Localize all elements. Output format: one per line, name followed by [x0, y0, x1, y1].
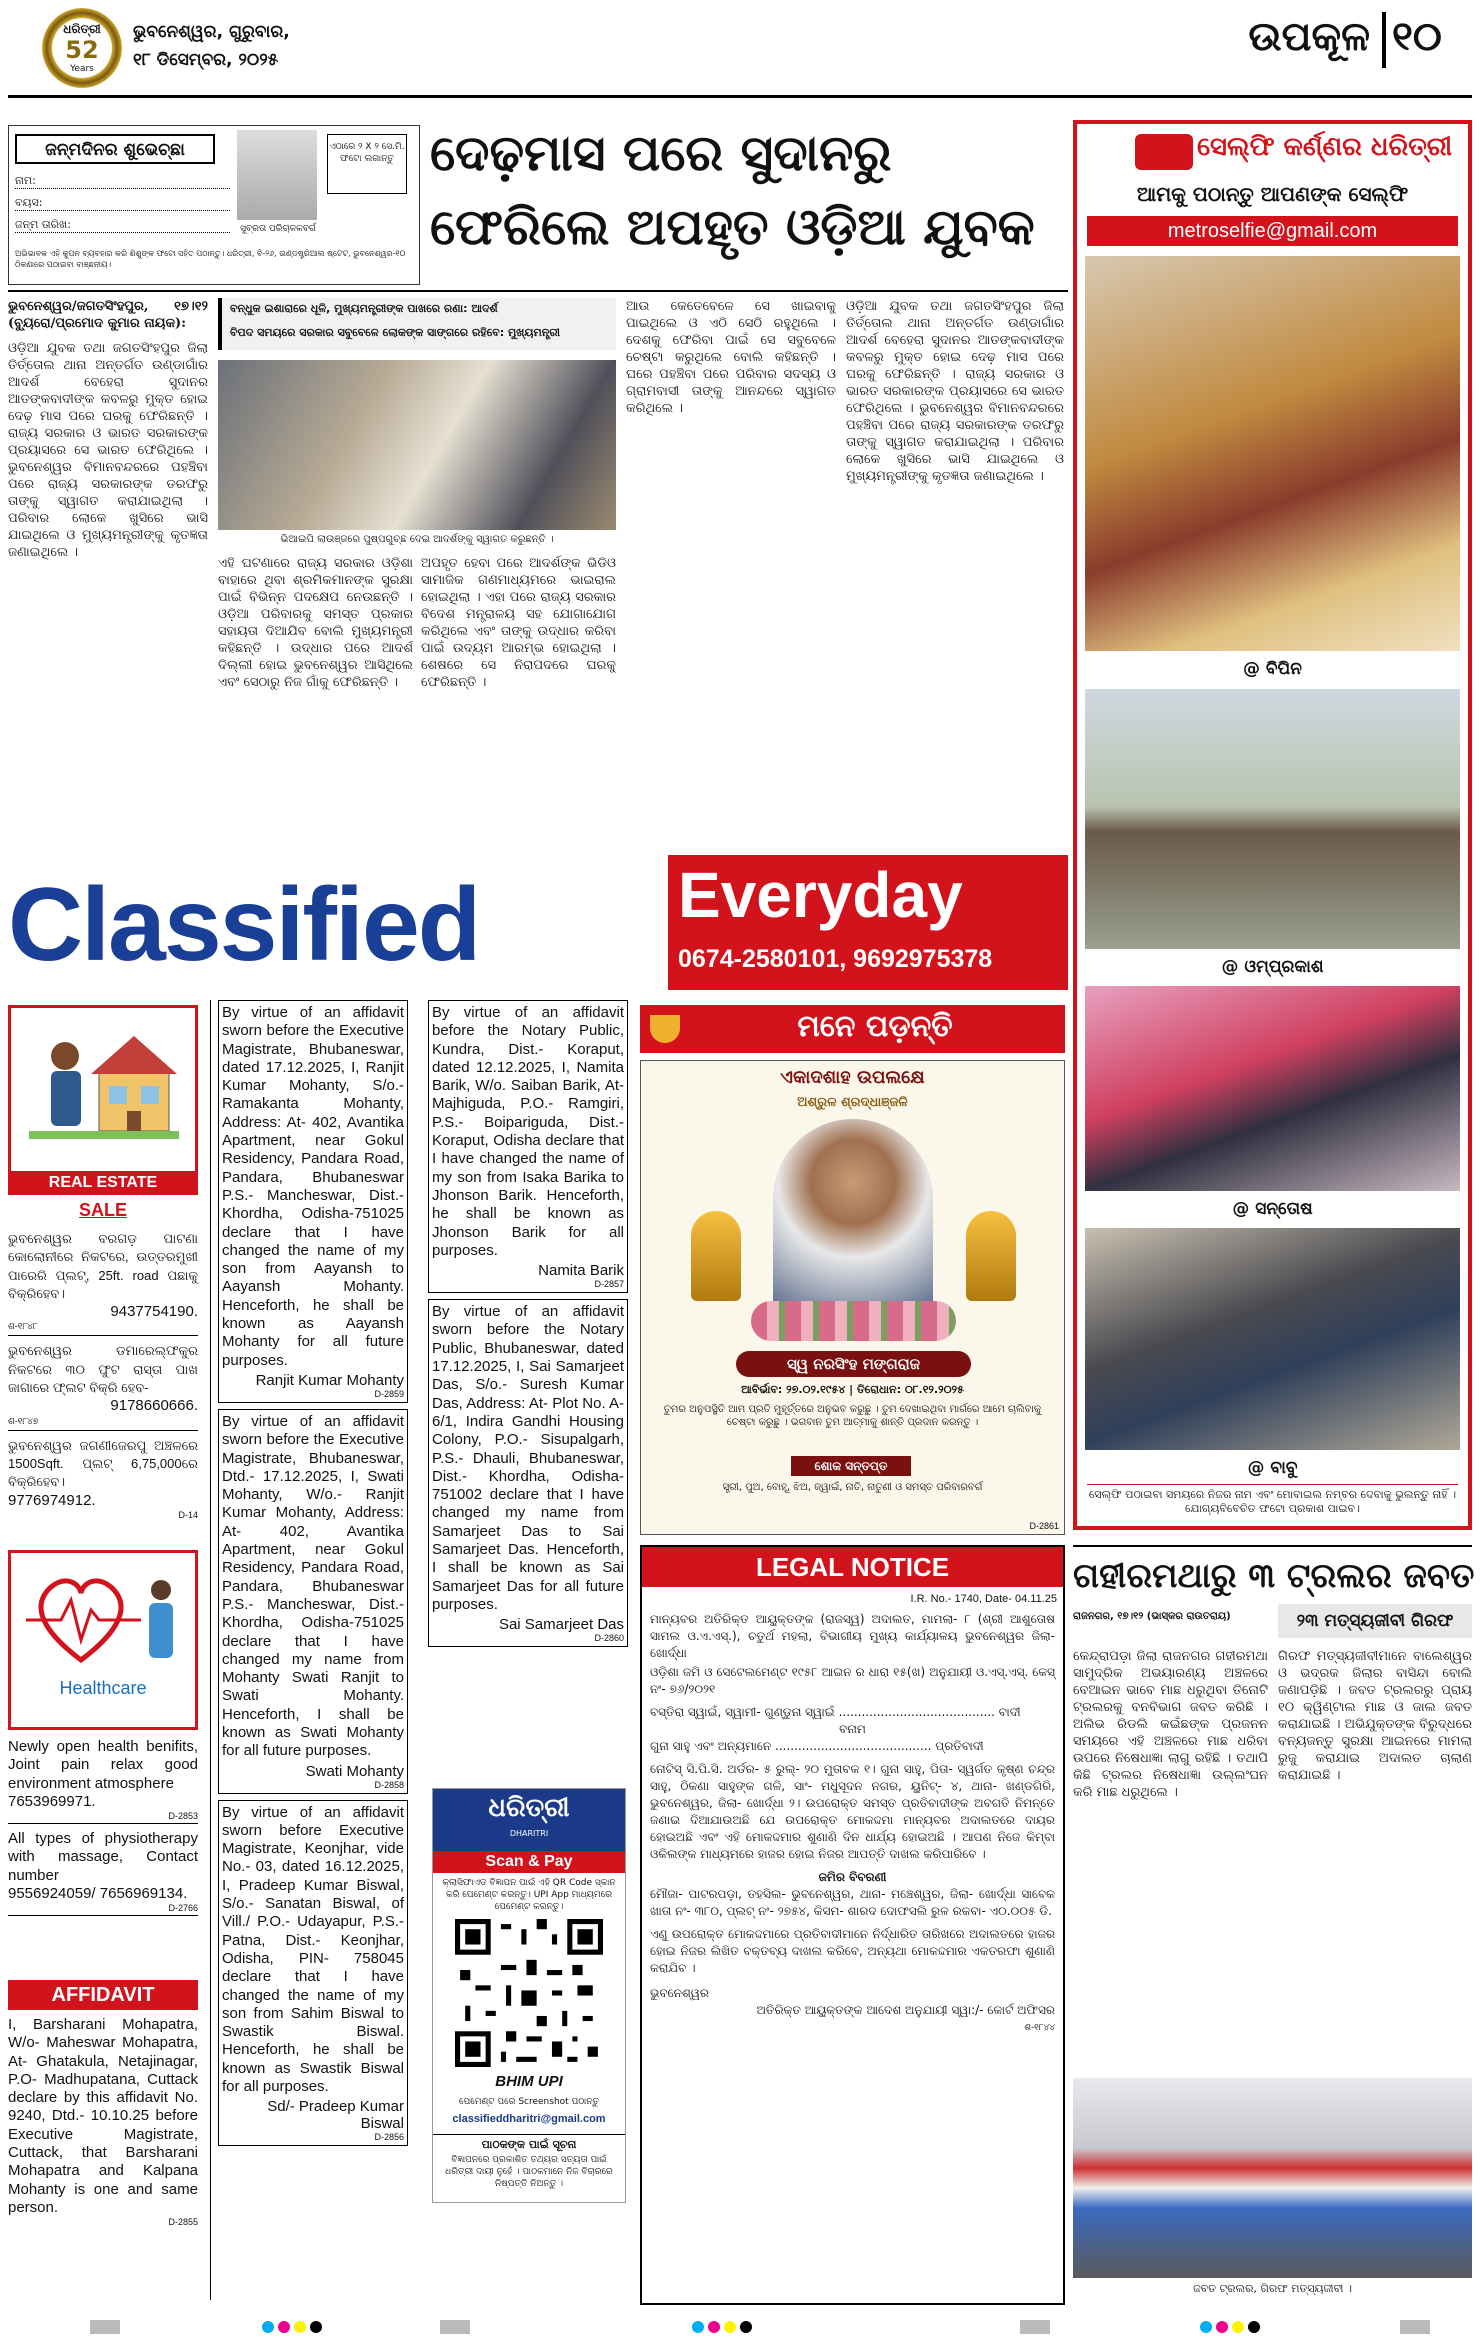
scanpay-notice: ବିଜ୍ଞାପନରେ ପ୍ରକାଶିତ ତଥ୍ୟର ସତ୍ୟତା ପାଇଁ ଧରିତ୍ରୀ ଦାୟୀ ନୁହେଁ । ପାଠକମାନେ ନିଜ ବିଚାରରେ ନିଷ୍ପତ୍ତି ନିଅନ୍ତୁ । [445, 2155, 613, 2189]
obituary-subtitle: ଅଶ୍ରୁଳ ଶ୍ରଦ୍ଧାଞ୍ଜଳି [797, 1095, 908, 1110]
affidavit-ad-text: By virtue of an affidavit sworn before the Executive Magistrate, Bhubaneswar, dated 17.12.2025, I, Ranjit Kumar Mohanty, S/o.- Ramakanta Mohanty, Address: At- 402, Avantika Apartment, near Gokul Residency, Pandara Road, Pandara, Bhubaneswar P.S.- Mancheswar, Dist.- Khordha, Odisha-751025 declare that I have changed the name of my son from Aayansh to Aayansh Mohanty. Henceforth, he shall be known as Aayansh Mohanty for all future purposes. [222, 1004, 404, 1369]
legal-versus: ବନାମ [839, 1722, 866, 1736]
affidavit-ad [218, 1409, 408, 1794]
page-number: ୧୦ [1392, 14, 1442, 60]
lead-highlight-1: ବନ୍ଧୁକ ଇଶାରାରେ ଧୂଳି, ମୁଖ୍ୟମନ୍ତ୍ରୀଙ୍କ ପାଖରେ ରଣା: ଆଦର୍ଶ [230, 302, 498, 315]
col-divider [210, 1000, 211, 2300]
obituary-banner-text: ମନେ ପଡ଼ନ୍ତି [797, 1009, 953, 1044]
healthcare-list [8, 1738, 198, 1916]
classified-subtitle: Everyday [678, 859, 963, 931]
selfie-note: ସେଲ୍‌ଫି ପଠାଇବା ସମୟରେ ନିଜର ନାମ ଏବଂ ମୋବାଇଲ ନମ୍ବର ଦେବାକୁ ଭୁଲନ୍ତୁ ନାହିଁ । ଯୋଗ୍ୟବିବେଚିତ ଫଟୋ ପ୍ରକାଶ ପାଇବ। [1087, 1484, 1458, 1516]
scanpay-notice-title: ପାଠକଙ୍କ ପାଇଁ ସୂଚନା [433, 2134, 625, 2152]
birthday-note: ଅଭିଭାବକ ଏହି କୁପନ ବ୍ୟବହାର କରି ଶିଶୁଙ୍କ ଫଟୋ ସହିତ ପଠାନ୍ତୁ। ଧରିତ୍ରୀ, ବି-୨୬, ଇଣ୍ଡଷ୍ଟ୍ରିଆଲ ଷ୍ଟେଟ, ଭୁବନେଶ୍ୱର-୧୦ ଠିକଣାରେ ପଠାଇବା ବାଞ୍ଛନୀୟ। [15, 249, 406, 269]
classified-red-box [668, 855, 1068, 990]
realestate-ad-code: D-14 [178, 1509, 198, 1520]
legal-body-3: ନୋଟିସ୍ ସି.ପି.ସି. ଅର୍ଡର- ୫ ରୁଲ୍- ୨୦ ମୁତାବକ ୧। ଗୁନା ସାହୁ, ପିତା- ସ୍ୱର୍ଗତ କୃଷ୍ଣ ଚନ୍ଦ୍ର ସାହୁ, ଠିକଣା ସାହୁଙ୍କ ଗଳି, ସାଂ- ମଧୁସୂଦନ ନଗର, ୟୁନିଟ୍- ୪, ଥାନା- ଖଣ୍ଡଗିରି, ଭୁବନେଶ୍ୱର, ଜିଲା- ଖୋର୍ଦ୍ଧା ୨। ଉପରୋକ୍ତ ସମସ୍ତ ପ୍ରତିବାଦୀଙ୍କ ଅବଗତି ନିମନ୍ତେ ଜଣାଇ ଦିଆଯାଉଅଛି ଯେ ଉପରୋକ୍ତ ମୋକଦ୍ଦମା ମାନ୍ୟବର ଅଦାଲତରେ ଦାୟର ହୋଇଅଛି ଏବଂ ଏହି ମୋକଦ୍ଦମାର ଶୁଣାଣି ଦିନ ଧାର୍ଯ୍ୟ ହୋଇଅଛି । ଆପଣ ନିଜେ କିମ୍ବା ଓକିଲଙ୍କ ମାଧ୍ୟମରେ ହାଜର ହୋଇ ନିଜର ଆପତ୍ତି ଦାଖଲ କରିପାରିବେ । [650, 1762, 1055, 1861]
affidavit-left-code: D-2855 [168, 2217, 198, 2228]
affidavit-col-2 [428, 1000, 628, 1647]
heartbeat-icon [21, 1565, 191, 1675]
affidavit-ad-code: D-2856 [374, 2132, 404, 2143]
print-marks [0, 2318, 1480, 2336]
healthcare-label: Healthcare [59, 1678, 147, 1698]
healthcare-box [8, 1550, 198, 1730]
realestate-list [8, 1230, 198, 1523]
trawler-photo [1073, 2078, 1472, 2278]
affidavit-ad-sign: Sai Samarjeet Das [498, 1616, 624, 1634]
realestate-sale: SALE [78, 1200, 127, 1220]
selfie-brand: ସେଲ୍‌ଫି କର୍ଣ୍ଣର ଧରିତ୍ରୀ [1197, 132, 1453, 162]
realestate-box [8, 1005, 198, 1195]
selfie-caption-3: @ ସନ୍ତୋଷ [1232, 1199, 1313, 1219]
trawler-col-2: ଗିରଫ ମତ୍ସ୍ୟଜୀବୀମାନେ ବାଲେଶ୍ୱର ଓ ଭଦ୍ରକ ଜିଲାର ବାସିନ୍ଦା ବୋଲି ଜଣାପଡ଼ିଛି । ଜବତ ଟ୍ରଲରରୁ ପ୍ରାୟ ୧୦ କ୍ୱିଣ୍ଟାଲ ମାଛ ଓ ଜାଲ ଜବତ କରାଯାଇଛି । ଅଭିଯୁକ୍ତଙ୍କ ବିରୁଦ୍ଧରେ ବନ୍ୟଜନ୍ତୁ ସୁରକ୍ଷା ଆଇନରେ ମାମଲା ରୁଜୁ କରାଯାଇ ଅଦାଲତ ଚାଲାଣ କରାଯାଇଛି । [1278, 1649, 1472, 1783]
selfie-email: metroselfie@gmail.com [1087, 216, 1458, 246]
trawler-top-rule [1073, 1545, 1472, 1547]
selfie-phone-icon [1135, 134, 1193, 170]
legal-schedule: ମୌଜା- ପାଟରପଡ଼ା, ତହସିଲ- ଭୁବନେଶ୍ୱର, ଥାନା- ମଞ୍ଚେଶ୍ୱର, ଜିଲା- ଖୋର୍ଦ୍ଧା ସାବେକ ଖାତା ନଂ- ୩୮୦, ପ୍ଲଟ୍ ନଂ- ୨୭୫୪, କିସମ- ଶାରଦ ଦୋଫସଲି ରୁଳ ରକବା- ଏ୦.୦୦୫ ଡି. [650, 1887, 1055, 1918]
legal-defendants: ଗୁନା ସାହୁ ଏବଂ ଅନ୍ୟମାନେ ......................................... ପ୍ରତିବାଦୀ [650, 1739, 984, 1753]
lead-col-4: ଆଉ କେତେବେଳେ ସେ ଖାଇବାକୁ ପାଇଥିଲେ ଓ ଏଠି ସେଠି ରହୁଥିଲେ । ଦେଶକୁ ଫେରିବା ପାଇଁ ସେ ସବୁବେଳେ ଚେଷ୍ଟା କରୁଥିଲେ ବୋଲି କହିଛନ୍ତି । ଘରେ ପହଞ୍ଚିବା ପରେ ପରିବାର ସଦସ୍ୟ ଓ ଗ୍ରାମବାସୀ ତାଙ୍କୁ ଆନନ୍ଦରେ ସ୍ୱାଗତ କରିଥିଲେ । [626, 299, 836, 416]
section-divider [1382, 12, 1386, 68]
selfie-photo-1 [1085, 256, 1460, 651]
birthday-field-name: ନାମ: [15, 174, 230, 189]
legal-ref: I.R. No.- 1740, Date- 04.11.25 [910, 1593, 1057, 1605]
realestate-ad-code: ଶ-୧୮୪୭ [8, 1415, 39, 1426]
affidavit-ad-sign: Namita Barik [538, 1262, 624, 1280]
logo-years: 52 [65, 36, 99, 64]
affidavit-ad-text: By virtue of an affidavit sworn before the Notary Public, Bhubaneswar, dated 17.12.2025, I, Sai Samarjeet Das, S/o.- Suresh Kumar Das, Address: At- Plot No. A-6/1, Indira Gandhi Housing Colony, P.O.- Sisupalgarh, P.S.- Dhauli, Bhubaneswar, Dist.- Khordha, Odisha-751002 declare that I have changed my name from Samarjeet Das to Sai Samarjeet Das. Henceforth, I shall be known as Sai Samarjeet Das for all future purposes. [432, 1303, 624, 1613]
affidavit-ad [428, 1299, 628, 1647]
obituary-family: ସ୍ତ୍ରୀ, ପୁଅ, ବୋହୂ, ଝିଅ, ଜ୍ୱାଇଁ, ନାତି, ନାତୁଣୀ ଓ ସମସ୍ତ ପରିବାରବର୍ଗ [722, 1482, 983, 1493]
house-icon [29, 1016, 179, 1156]
obituary-family-title: ଶୋକ ସନ୍ତପ୍ତ [791, 1456, 911, 1476]
obituary-portrait [773, 1119, 933, 1329]
classified-banner [8, 855, 1068, 990]
birthday-photo-caption: ସୁବ୍ରତା ପରିଚାଳକବର୍ଗ [240, 224, 316, 234]
affidavit-ad-text: By virtue of an affidavit sworn before the Executive Magistrate, Bhubaneswar, Dtd.- 17.12.2025, I, Swati Mohanty, W/o.- Ranjit Kumar Mohanty, Address: At- 402, Avantika Apartment, near Gokul Residency, Pandara Road, Pandara, Bhubaneswar P.S.- Mancheswar, Dist.- Khordha, Odisha-751025 declare that I have changed my name from Mohanty Swati Ranjit to Swati Mohanty. Henceforth, I shall be known as Swati Mohanty for all future purposes. [222, 1412, 404, 1760]
scanpay-brand-sub: DHARITRI [509, 1829, 549, 1838]
realestate-ad-text: ଭୁବନେଶ୍ୱର ଡମାରେଲ୍ଫକୁର ନିକଟରେ ୩୦ ଫୁଟ ରାସ୍ତା ପାଖ ଜାଗାରେ ଫ୍ଲଟ ବିକ୍ରି ହେବ- [8, 1343, 198, 1396]
realestate-ad-code: ଶ-୧୮୪୮ [8, 1321, 38, 1332]
healthcare-ad-phone: 7653969971. [8, 1792, 96, 1810]
selfie-caption-4: @ ବାବୁ [1247, 1458, 1298, 1478]
legal-body-wrap [650, 1611, 1055, 2036]
healthcare-ad [8, 1738, 198, 1824]
logo-text: ଧରିତ୍ରୀ [63, 22, 101, 36]
selfie-photo-4 [1085, 1228, 1460, 1450]
healthcare-ad-text: All types of physiotherapy with massage, Contact number [8, 1830, 198, 1884]
legal-code: ଶ-୧୮୪୪ [1024, 2022, 1055, 2032]
healthcare-ad-code: D-2766 [168, 1903, 198, 1914]
lead-dateline: ଭୁବନେଶ୍ୱର/ଜଗତସିଂହପୁର, ୧୭।୧୨ (ବ୍ୟୁରୋ/ପ୍ରମୋଦ କୁମାର ନାୟକ): [8, 299, 208, 331]
birthday-sample-photo [237, 130, 317, 220]
birthday-photo-note: ଏଠାରେ ୨ X ୨ ସେ.ମି. ଫଟୋ ଲଗାନ୍ତୁ [327, 134, 407, 194]
obituary-code: D-2861 [1029, 1521, 1059, 1531]
diya-icon [650, 1015, 680, 1043]
affidavit-ad-sign: Ranjit Kumar Mohanty [255, 1371, 404, 1389]
lead-highlight-box [218, 298, 616, 350]
realestate-ad-text: ଭୁବନେଶ୍ୱର ଜଗଣୀଜେରପୁ ଅଞ୍ଚଳରେ 1500Sqft. ପ୍ଲଟ୍ 6,75,000ରେ ବିକ୍ରିହେବ। [8, 1437, 198, 1490]
scanpay-box [432, 1788, 626, 2203]
trawler-col-1: କେନ୍ଦ୍ରାପଡ଼ା ଜିଲା ରାଜନଗର ଗହୀରମଥା ସାମୁଦ୍ରିକ ଅଭୟାରଣ୍ୟ ଅଞ୍ଚଳରେ ବେଆଇନ ଭାବେ ମାଛ ଧରୁଥିବା ତିନୋଟି ଟ୍ରଲରକୁ ବନବିଭାଗ ଜବତ କରିଛି । ଅଲିଭ ରିଡଲି କଇଁଛଙ୍କ ପ୍ରଜନନ ସମୟରେ ଏହି ଅଞ୍ଚଳରେ ମାଛ ଧରିବା ଉପରେ ନିଷେଧାଜ୍ଞା ଲାଗୁ ରହିଛି । ତଥାପି କିଛି ଟ୍ରଲର ନିଷେଧାଜ୍ଞା ଉଲ୍ଲଂଘନ କରି ମାଛ ଧରୁଥିଲେ । [1073, 1649, 1268, 1800]
qr-code[interactable] [455, 1919, 603, 2067]
affidavit-ad-code: D-2860 [594, 1633, 624, 1644]
flower-garland [751, 1301, 956, 1341]
trawler-headline: ଗହୀରମଥାରୁ ୩ ଟ୍ରଲର ଜବତ [1073, 1556, 1475, 1596]
lead-headline-2: ଫେରିଲେ ଅପହୃତ ଓଡ଼ିଆ ଯୁବକ [430, 198, 1035, 256]
affidavit-left-text: I, Barsharani Mohapatra, W/o- Maheswar Mohapatra, At- Ghatakula, Netajinagar, P.O- Madhupatana, Cuttack declare by this affidavit No. 9240, Dtd.- 10.10.25 before Executive Magistrate, Cuttack, that Barsharani Mohapatra and Kalpana Mohanty is one and same person. [8, 2016, 198, 2216]
realestate-ad-phone: 9776974912. [8, 1491, 96, 1509]
classified-title: Classified [8, 867, 480, 983]
scanpay-after: ପେମେଣ୍ଟ ପରେ Screenshot ପଠାନ୍ତୁ [459, 2097, 599, 2107]
affidavit-ad-text: By virtue of an affidavit before the Notary Public, Kundra, Dist.- Koraput, dated 12.12.2025, I, Namita Barik, W/o. Saiban Barik, At- Majhiguda, P.O.- Ramgiri, P.S.- Boipariguda, Dist.- Koraput, Odisha declare that I have changed the name of my son from Isaka Barika to Jhonson Barik. Henceforth, he shall be known as Jhonson Barik for all purposes. [432, 1004, 624, 1259]
lead-photo [218, 360, 616, 530]
masthead [0, 0, 1480, 110]
lead-col-3: ଅପହୃତ ହେବା ପରେ ଆଦର୍ଶଙ୍କ ଭିଡିଓ ସାମାଜିକ ଗଣମାଧ୍ୟମରେ ଭାଇରାଲ ହୋଇଥିଲା । ଏହା ପରେ ରାଜ୍ୟ ସରକାର ବିଦେଶ ମନ୍ତ୍ରାଳୟ ସହ ଯୋଗାଯୋଗ କରିଥିଲେ ଏବଂ ତାଙ୍କୁ ଉଦ୍ଧାର କରିବା ପାଇଁ ଉଦ୍ୟମ ଆରମ୍ଭ ହୋଇଥିଲା । ଶେଷରେ ସେ ନିରାପଦରେ ଘରକୁ ଫେରିଛନ୍ତି । [421, 556, 616, 690]
obituary-message: ତୁମର ଅନୁପସ୍ଥିତି ଆମ ପ୍ରତି ମୁହୂର୍ତ୍ତରେ ଅନୁଭବ କରୁଛୁ । ତୁମ ଦେଖାଇଥିବା ମାର୍ଗରେ ଆମେ ଚାଲିବାକୁ ଚେଷ୍ଟା କରୁଛୁ । ଭଗବାନ ତୁମ ଆତ୍ମାକୁ ଶାନ୍ତି ପ୍ରଦାନ କରନ୍ତୁ । [663, 1404, 1042, 1428]
birthday-field-dob: ଜନ୍ମ ତାରିଖ: [15, 218, 230, 233]
legal-schedule-title: ଜମିର ବିବରଣୀ [818, 1870, 887, 1884]
scanpay-brand: ଧରିତ୍ରୀ [488, 1793, 570, 1823]
selfie-caption-2: @ ଓମ୍‌ପ୍ରକାଶ [1221, 957, 1324, 977]
legal-notice [640, 1545, 1065, 2305]
legal-place: ଭୁବନେଶ୍ୱର [650, 1986, 709, 2000]
affidavit-ad-text: By virtue of an affidavit sworn before Executive Magistrate, Keonjhar, vide No.- 03, dated 16.12.2025, I, Pradeep Kumar Biswal, S/o.- Sanatan Biswal, of Vill./ P.O.- Udayapur, P.S.- Patna, Dist.- Keonjhar, Odisha, PIN- 758045 declare that I have changed the name of my son from Sahim Biswal to Swastik Biswal. Henceforth, he shall be known as Swastik Biswal for all purposes. [222, 1803, 404, 2096]
lamp-icon-right [966, 1211, 1016, 1301]
trawler-subhead: ୨୩ ମତ୍ସ୍ୟଜୀବୀ ଗିରଫ [1278, 1604, 1472, 1638]
legal-plaintiff: ବସ୍ତିରା ସ୍ୱାଇଁ, ସ୍ୱାମୀ- ଗୁଣ୍ଡୁନା ସ୍ୱାଇଁ ......................................... ବାଦୀ [650, 1705, 1021, 1719]
lead-highlight-2: ବିପଦ ସମୟରେ ସରକାର ସବୁବେଳେ ଲୋକଙ୍କ ସାଙ୍ଗରେ ରହିବେ: ମୁଖ୍ୟମନ୍ତ୍ରୀ [230, 326, 561, 339]
scanpay-upi: BHIM UPI [495, 2073, 563, 2090]
healthcare-ad [8, 1830, 198, 1916]
lead-rule [8, 290, 1068, 292]
obituary-name: ସ୍ୱ ନରସିଂହ ମଙ୍ଗରାଜ [736, 1351, 971, 1377]
affidavit-ad-code: D-2859 [374, 1388, 404, 1399]
scanpay-instructions: କ୍ଲାସିଫାଏଡ ବିଜ୍ଞାପନ ପାଇଁ ଏହି QR Code ସ୍କାନ କରି ପେମେଣ୍ଟ କରନ୍ତୁ। UPI App ମାଧ୍ୟମରେ ପେମେଣ୍ଟ କରନ୍ତୁ। [442, 1878, 616, 1912]
realestate-ad [8, 1230, 198, 1336]
classified-phones: 0674-2580101, 9692975378 [678, 945, 993, 973]
selfie-panel [1073, 120, 1472, 1530]
logo-badge [42, 8, 122, 88]
selfie-photo-3 [1085, 986, 1460, 1191]
legal-body-1: ମାନ୍ୟବର ଅତିରିକ୍ତ ଆୟୁକ୍ତଙ୍କ (ରାଜସ୍ୱ) ଅଦାଲତ, ମାମଲା- ୮ (ଶ୍ରୀ ଆଶୁତୋଷ ସାମଲ ଓ.ଏ.ଏସ୍.), ଚତୁର୍ଥ ମହଲା, ବିଭାଗୀୟ ମୁଖ୍ୟ କାର୍ଯ୍ୟାଳୟ ଭୁବନେଶ୍ୱର ଜିଲା-ଖୋର୍ଦ୍ଧା [650, 1612, 1055, 1660]
affidavit-left-ad [8, 2016, 198, 2227]
realestate-ad [8, 1342, 198, 1430]
legal-sign: ଅତିରିକ୍ତ ଆୟୁକ୍ତଙ୍କ ଆଦେଶ ଅନୁଯାୟୀ ସ୍ୱା:/- କୋର୍ଟ ଅଫିସର [756, 2003, 1055, 2017]
logo-years-label: Years [70, 64, 94, 74]
legal-title: LEGAL NOTICE [642, 1547, 1063, 1587]
obituary-dates: ଆବିର୍ଭାବ: ୨୭.୦୨.୧୯୫୪ | ତିରୋଧାନ: ୦୮.୧୨.୨୦୨୫ [741, 1383, 964, 1396]
obituary-occasion: ଏକାଦଶାହ ଉପଲକ୍ଷେ [780, 1067, 925, 1088]
lead-col-5: ଓଡ଼ିଆ ଯୁବକ ତଥା ଜଗତସିଂହପୁର ଜିଲା ତିର୍ତ୍ତୋଲ ଥାନା ଅନ୍ତର୍ଗତ ଉଣ୍ଡାଗାଁର ଆଦର୍ଶ ବେହେରା ସୁଦାନର ଆତଙ୍କବାଦୀଙ୍କ କବଳରୁ ମୁକ୍ତ ହୋଇ ଦେଢ଼ ମାସ ପରେ ଘରକୁ ଫେରିଛନ୍ତି । ରାଜ୍ୟ ସରକାର ଓ ଭାରତ ସରକାରଙ୍କ ପ୍ରୟାସରେ ସେ ଭାରତ ଫେରିଥିଲେ । ଭୁବନେଶ୍ୱର ବିମାନବନ୍ଦରରେ ପହଞ୍ଚିବା ପରେ ରାଜ୍ୟ ସରକାରଙ୍କ ତରଫରୁ ତାଙ୍କୁ ସ୍ୱାଗତ କରାଯାଇଥିଲା । ପରିବାର ଲୋକେ ଖୁସିରେ ଭାସି ଯାଇଥିଲେ ଓ ମୁଖ୍ୟମନ୍ତ୍ରୀଙ୍କୁ କୃତଜ୍ଞତା ଜଣାଇଥିଲେ । [846, 299, 1064, 484]
affidavit-label: AFFIDAVIT [8, 1980, 198, 2010]
birthday-box [8, 125, 420, 285]
healthcare-ad-phone: 9556924059/ 7656969134. [8, 1885, 188, 1903]
birthday-title: ଜନ୍ମଦିନର ଶୁଭେଚ୍ଛା [15, 134, 215, 164]
scanpay-title: Scan & Pay [433, 1851, 625, 1873]
obituary-card [640, 1060, 1065, 1535]
legal-body-2: ଓଡ଼ିଶା ଜମି ଓ ସେଟେଲମେଣ୍ଟ ୧୯୫୮ ଆଇନ ର ଧାରା ୧୫(ଖ) ଅନୁଯାୟୀ ଓ.ଏସ୍.ଏସ୍. କେସ୍ ନଂ- ୭୬/୨୦୨୧ [650, 1665, 1055, 1696]
lead-col-1: ଓଡ଼ିଆ ଯୁବକ ତଥା ଜଗତସିଂହପୁର ଜିଲା ତିର୍ତ୍ତୋଲ ଥାନା ଅନ୍ତର୍ଗତ ଉଣ୍ଡାଗାଁର ଆଦର୍ଶ ବେହେରା ସୁଦାନର ଆତଙ୍କବାଦୀଙ୍କ କବଳରୁ ମୁକ୍ତ ହୋଇ ଦେଢ଼ ମାସ ପରେ ଘରକୁ ଫେରିଛନ୍ତି । ରାଜ୍ୟ ସରକାର ଓ ଭାରତ ସରକାରଙ୍କ ପ୍ରୟାସରେ ସେ ଭାରତ ଫେରିଥିଲେ । ଭୁବନେଶ୍ୱର ବିମାନବନ୍ଦରରେ ପହଞ୍ଚିବା ପରେ ରାଜ୍ୟ ସରକାରଙ୍କ ତରଫରୁ ତାଙ୍କୁ ସ୍ୱାଗତ କରାଯାଇଥିଲା । ପରିବାର ଲୋକେ ଖୁସିରେ ଭାସି ଯାଇଥିଲେ ଓ ମୁଖ୍ୟମନ୍ତ୍ରୀଙ୍କୁ କୃତଜ୍ଞତା ଜଣାଇଥିଲେ । [8, 341, 208, 560]
realestate-ad-phone: 9178660666. [110, 1397, 198, 1415]
affidavit-ad-sign: Swati Mohanty [305, 1762, 404, 1780]
lead-photo-caption: ଭିଆଇପି ଲାଉଞ୍ଜରେ ପୁଷ୍ପଗୁଚ୍ଛ ଦେଇ ଆଦର୍ଶଙ୍କୁ ସ୍ୱାଗତ କରୁଛନ୍ତି । [280, 534, 554, 545]
healthcare-ad-text: Newly open health benifits, Joint pain relax good environment atmosphere [8, 1738, 198, 1792]
affidavit-ad-code: D-2858 [374, 1779, 404, 1790]
realestate-ad-phone: 9437754190. [110, 1303, 198, 1321]
lead-headline-1: ଦେଢ଼ମାସ ପରେ ସୁଦାନରୁ [430, 124, 892, 182]
selfie-photo-2 [1085, 689, 1460, 949]
lamp-icon-left [691, 1211, 741, 1301]
trawler-dateline: ରାଜନଗର, ୧୭।୧୨ (ଭାସ୍କର ରାଉତରାୟ) [1073, 1611, 1231, 1622]
affidavit-ad [218, 1000, 408, 1403]
obituary-banner [640, 1005, 1065, 1053]
affidavit-ad [428, 1000, 628, 1293]
affidavit-ad-code: D-2857 [594, 1279, 624, 1290]
scanpay-header [433, 1789, 625, 1851]
realestate-ad-text: ଭୁବନେଶ୍ୱର ବରଗଡ଼ ପାଟଣା କୋଲୋନୀରେ ନିକଟରେ, ଉତ୍ତରମୁଖୀ ପାରେରି ପ୍ଲଟ୍, 25ft. road ପଛାକୁ ବିକ୍ରିହେବ। [8, 1231, 198, 1301]
legal-body-4: ଏଣୁ ଉପରୋକ୍ତ ମୋକଦ୍ଦମାରେ ପ୍ରତିବାଦୀମାନେ ନିର୍ଦ୍ଧାରିତ ତାରିଖରେ ଅଦାଲତରେ ହାଜର ହୋଇ ନିଜର ଲିଖିତ ବକ୍ତବ୍ୟ ଦାଖଲ କରିବେ, ଅନ୍ୟଥା ମୋକଦ୍ଦମାର ଏକତରଫା ଶୁଣାଣି କରାଯିବ । [650, 1927, 1055, 1975]
masthead-rule [8, 95, 1472, 98]
healthcare-ad-code: D-2853 [168, 1811, 198, 1822]
masthead-date: ୧୮ ଡିସେମ୍ବର, ୨୦୨୫ [133, 50, 279, 70]
trawler-photo-caption: ଜବତ ଟ୍ରଲର, ଗିରଫ ମତ୍ସ୍ୟଜୀବୀ । [1193, 2282, 1352, 2295]
affidavit-ad [218, 1800, 408, 2147]
scanpay-email[interactable]: classifieddharitri@gmail.com [452, 2113, 606, 2125]
affidavit-ad-sign: Sd/- Pradeep Kumar Biswal [267, 2098, 404, 2133]
realestate-label: REAL ESTATE [11, 1171, 195, 1195]
birthday-field-age: ବୟସ: [15, 196, 230, 211]
realestate-ad [8, 1437, 198, 1523]
selfie-caption-1: @ ବିପିନ [1243, 659, 1302, 679]
section-title: ଉପକୂଳ [1248, 14, 1370, 60]
selfie-tagline: ଆମକୁ ପଠାନ୍ତୁ ଆପଣଙ୍କ ସେଲ୍‌ଫି [1136, 182, 1409, 206]
masthead-city-day: ଭୁବନେଶ୍ୱର, ଗୁରୁବାର, [133, 22, 290, 42]
affidavit-col-1 [218, 1000, 408, 2146]
lead-col-2: ଏହି ଘଟଣାରେ ରାଜ୍ୟ ସରକାର ଓଡ଼ିଶା ବାହାରେ ଥିବା ଶ୍ରମିକମାନଙ୍କ ସୁରକ୍ଷା ପାଇଁ ବିଭିନ୍ନ ପଦକ୍ଷେପ ନେଉଛନ୍ତି । ଓଡ଼ିଆ ପରିବାରକୁ ସମସ୍ତ ପ୍ରକାର ସହାୟତା ଦିଆଯିବ ବୋଲି ମୁଖ୍ୟମନ୍ତ୍ରୀ କହିଛନ୍ତି । ଉଦ୍ଧାର ପରେ ଆଦର୍ଶ ଦିଲ୍ଲୀ ହୋଇ ଭୁବନେଶ୍ୱର ଆସିଥିଲେ ଏବଂ ସେଠାରୁ ନିଜ ଗାଁକୁ ଫେରିଛନ୍ତି । [218, 556, 413, 690]
